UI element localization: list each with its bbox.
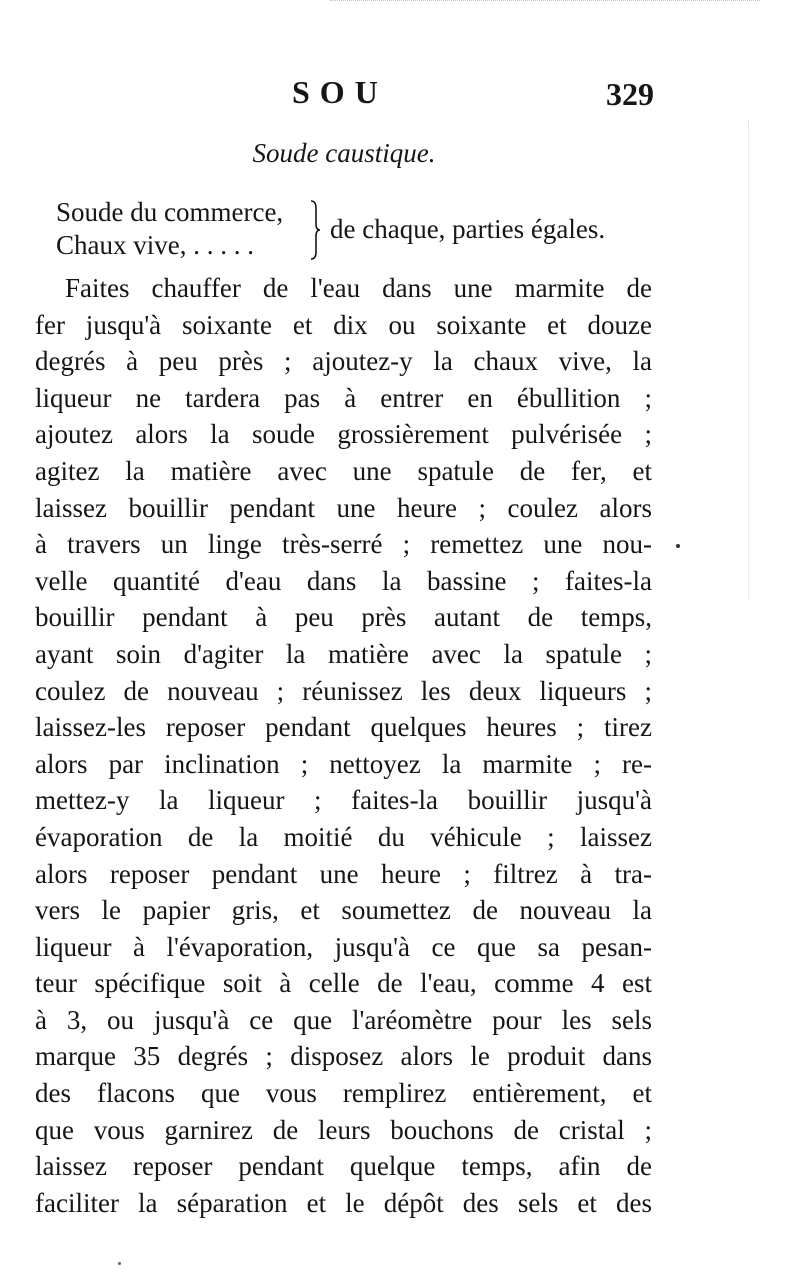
text-line: vers le papier gris, et soumettez de nouveau la — [35, 895, 652, 926]
running-head: SOU — [292, 74, 388, 110]
text-line: mettez-y la liqueur ; faites-la bouillir jusqu'à — [35, 785, 652, 816]
text-line: agitez la matière avec une spatule de fer, et — [35, 455, 652, 486]
scan-speck — [676, 544, 680, 548]
text-line: velle quantité d'eau dans la bassine ; faites-la — [35, 565, 652, 596]
text-line: Faites chauffer de l'eau dans une marmite de — [65, 273, 652, 303]
text-line: alors reposer pendant une heure ; filtrez à tra- — [35, 858, 652, 889]
scan-speck — [118, 1262, 121, 1265]
text-line: laissez-les reposer pendant quelques heures ; tirez — [35, 712, 652, 743]
recipe-title: Soude caustique. — [252, 138, 436, 168]
page-number: 329 — [606, 76, 654, 112]
text-line: à 3, ou jusqu'à ce que l'aréomètre pour les sels — [35, 1004, 652, 1035]
text-line: ayant soin d'agiter la matière avec la spatule ; — [35, 638, 652, 669]
text-line: bouillir pendant à peu près autant de temps, — [35, 602, 652, 633]
ingredient-item: Soude du commerce, — [56, 197, 284, 227]
text-line: que vous garnirez de leurs bouchons de cristal ; — [35, 1114, 652, 1145]
curly-brace-icon — [310, 200, 320, 260]
text-line: ajoutez alors la soude grossièrement pulvérisée ; — [35, 419, 652, 450]
text-line: liqueur à l'évaporation, jusqu'à ce que sa pesan- — [35, 931, 652, 962]
text-line: teur spécifique soit à celle de l'eau, comme 4 est — [35, 968, 652, 999]
ingredient-names — [56, 196, 283, 262]
ingredient-item: Chaux vive, . . . . . — [56, 230, 254, 260]
text-line: alors par inclination ; nettoyez la marmite ; re- — [35, 748, 652, 779]
text-line: laissez reposer pendant quelque temps, afin de — [35, 1151, 652, 1182]
text-line: des flacons que vous remplirez entièrement, et — [35, 1078, 652, 1109]
ingredient-proportion: de chaque, parties égales. — [330, 214, 606, 244]
text-line: laissez bouillir pendant une heure ; coulez alors — [35, 492, 652, 523]
text-line: degrés à peu près ; ajoutez-y la chaux vive, la — [35, 346, 652, 377]
text-line: marque 35 degrés ; disposez alors le produit dans — [35, 1041, 652, 1072]
scan-edge-noise — [330, 0, 760, 7]
ingredient-list — [56, 196, 656, 268]
text-line: coulez de nouveau ; réunissez les deux liqueurs ; — [35, 675, 652, 706]
recipe-instructions — [35, 270, 652, 1221]
text-line: fer jusqu'à soixante et dix ou soixante et douze — [35, 309, 652, 340]
text-line: liqueur ne tardera pas à entrer en ébullition ; — [35, 382, 652, 413]
text-line: à travers un linge très-serré ; remettez une nou- — [35, 529, 652, 560]
text-line: faciliter la séparation et le dépôt des sels et des — [35, 1187, 652, 1218]
page-header — [34, 74, 654, 118]
scan-margin-noise — [748, 120, 755, 600]
text-line: évaporation de la moitié du véhicule ; laissez — [35, 821, 652, 852]
